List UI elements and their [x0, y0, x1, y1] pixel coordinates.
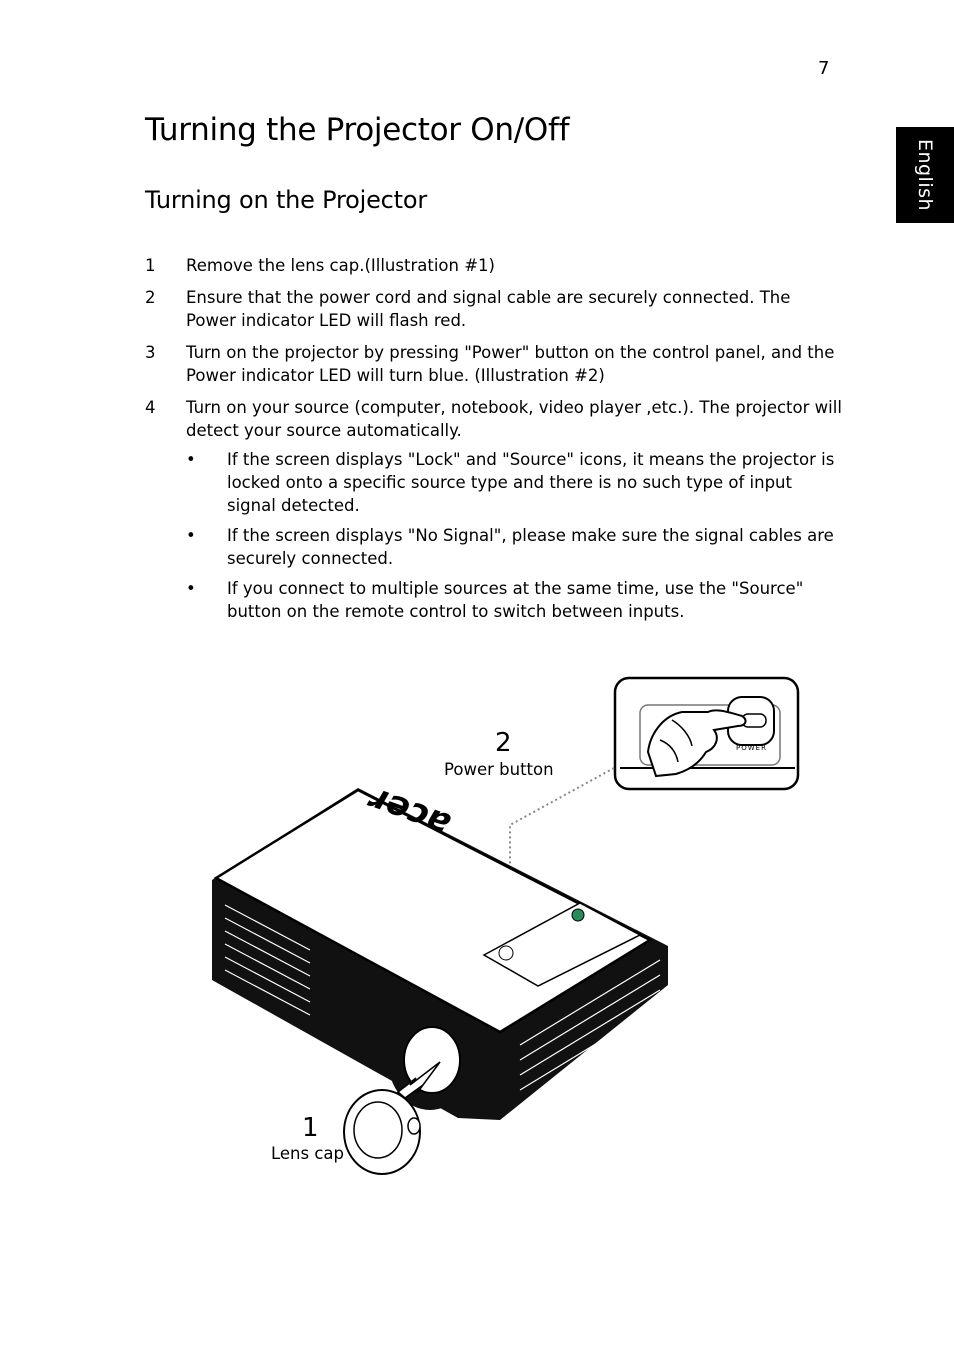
step-text: Turn on your source (computer, notebook, video player ,etc.). The projector will detect your source automatically. — [186, 398, 842, 440]
step-text: Turn on the projector by pressing "Power" button on the control panel, and the Power indicator LED will turn blue. (Illustration #2) — [186, 343, 835, 385]
callout-1-number: 1 — [302, 1113, 319, 1143]
acer-logo: acer — [360, 780, 459, 844]
step-number: 2 — [145, 288, 156, 307]
power-button-zoom — [615, 678, 798, 789]
bullet-text: If the screen displays "No Signal", please make sure the signal cables are securely connected. — [227, 526, 834, 568]
page-number: 7 — [818, 58, 830, 79]
callout-2-number: 2 — [495, 728, 512, 758]
step-text: Ensure that the power cord and signal cable are securely connected. The Power indicator LED will flash red. — [186, 288, 791, 330]
lens-cap-label: Lens cap — [271, 1144, 345, 1163]
power-key-label: POWER — [736, 744, 767, 752]
lens-cap — [344, 1090, 420, 1174]
side-tab-label: English — [914, 138, 936, 212]
bullet-mark: • — [186, 526, 196, 545]
bullet-mark: • — [186, 579, 196, 598]
step-number: 4 — [145, 398, 156, 417]
bullet-text: If the screen displays "Lock" and "Source" icons, it means the projector is locked onto a specific source type and there is no such type of input signal detected. — [227, 450, 835, 515]
page-title: Turning the Projector On/Off — [145, 112, 570, 148]
step-number: 3 — [145, 343, 156, 362]
step-text: Remove the lens cap.(Illustration #1) — [186, 256, 495, 275]
step-number: 1 — [145, 256, 156, 275]
bullet-text: If you connect to multiple sources at the same time, use the "Source" button on the remote control to switch between inputs. — [227, 579, 804, 621]
bullet-mark: • — [186, 450, 196, 469]
power-button-label: Power button — [444, 760, 554, 779]
section-title: Turning on the Projector — [145, 186, 428, 214]
